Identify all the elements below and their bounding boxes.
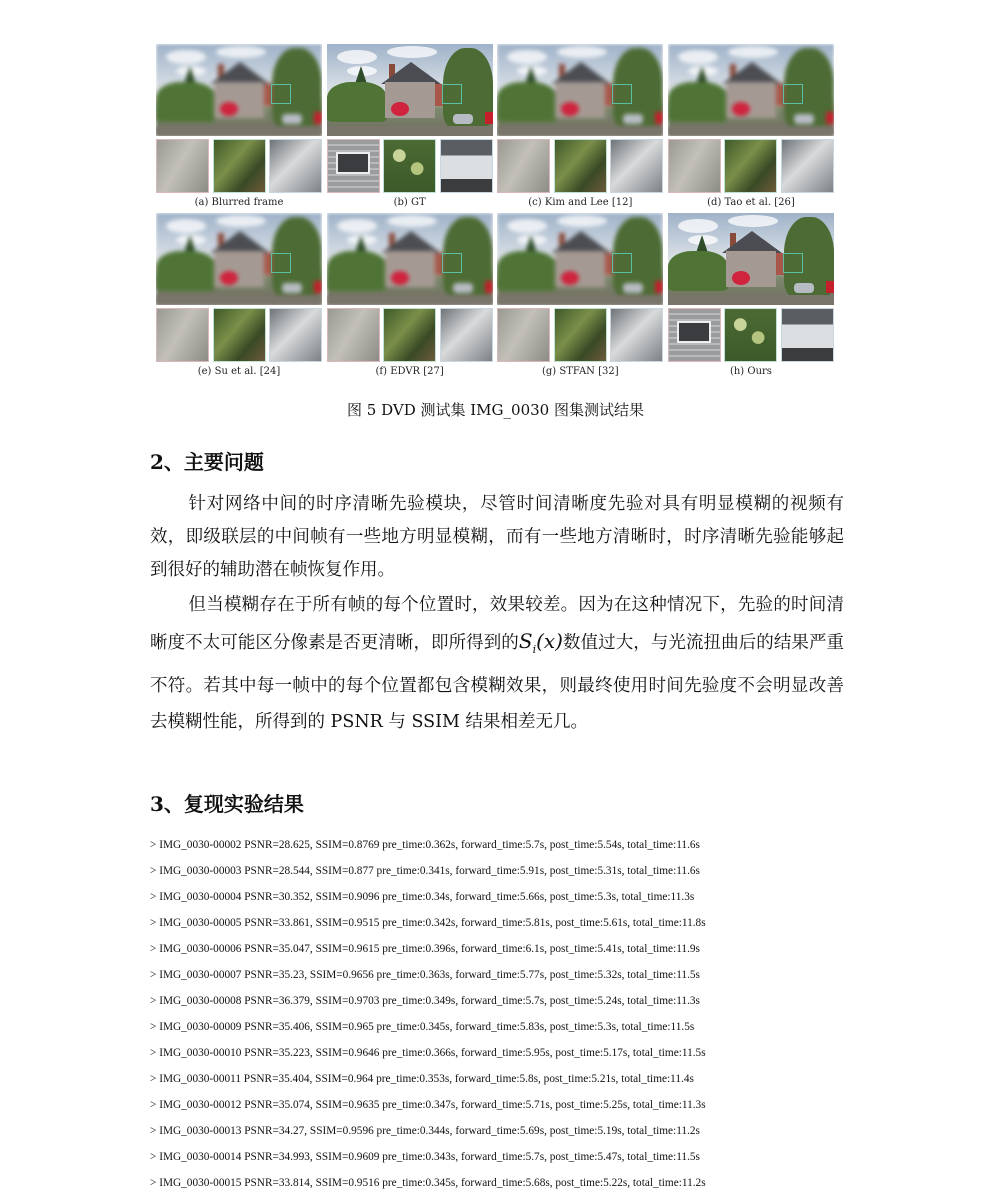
crop-window <box>668 139 721 193</box>
log-line: > IMG_0030-00007 PSNR=35.23, SSIM=0.9656 pre_time:0.363s, forward_time:5.77s, post_time:5.32s, total_time:11.5s <box>150 969 700 981</box>
scene-image <box>156 213 322 305</box>
figure-panel <box>327 44 493 210</box>
figure-panel <box>668 213 834 379</box>
figure-title: 图 5 DVD 测试集 IMG_0030 图集测试结果 <box>347 401 644 419</box>
scene-image <box>497 44 663 136</box>
log-line: > IMG_0030-00004 PSNR=30.352, SSIM=0.9096 pre_time:0.34s, forward_time:5.66s, post_time:5.3s, total_time:11.3s <box>150 891 695 903</box>
scene-image <box>327 213 493 305</box>
scene-image <box>668 213 834 305</box>
figure-row <box>156 213 834 379</box>
panel-caption: (a) Blurred frame <box>194 197 284 208</box>
figure-panel <box>156 213 322 379</box>
log-line: > IMG_0030-00008 PSNR=36.379, SSIM=0.9703 pre_time:0.349s, forward_time:5.7s, post_time:5.24s, total_time:11.3s <box>150 995 700 1007</box>
crop-window <box>497 308 550 362</box>
crop-foliage <box>554 139 607 193</box>
scene-image <box>668 44 834 136</box>
log-line: > IMG_0030-00009 PSNR=35.406, SSIM=0.965 pre_time:0.345s, forward_time:5.83s, post_time:5.3s, total_time:11.5s <box>150 1021 695 1033</box>
log-line: > IMG_0030-00010 PSNR=35.223, SSIM=0.9646 pre_time:0.366s, forward_time:5.95s, post_time:5.17s, total_time:11.5s <box>150 1047 706 1059</box>
log-line: > IMG_0030-00003 PSNR=28.544, SSIM=0.877 pre_time:0.341s, forward_time:5.91s, post_time:5.31s, total_time:11.6s <box>150 865 700 877</box>
section-2-paragraph-2 <box>150 587 844 740</box>
panel-caption: (e) Su et al. [24] <box>197 366 281 377</box>
crop-foliage <box>213 139 266 193</box>
panel-caption: (d) Tao et al. [26] <box>707 197 795 208</box>
crop-foliage <box>724 139 777 193</box>
scene-image <box>497 213 663 305</box>
crop-foliage <box>724 308 777 362</box>
crop-car <box>781 139 834 193</box>
experiment-log <box>150 832 850 1196</box>
crop-car <box>269 308 322 362</box>
figure-panel <box>497 44 663 210</box>
panel-caption: (f) EDVR [27] <box>375 366 444 377</box>
section-3-heading: 3、复现实验结果 <box>150 792 304 816</box>
panel-caption: (g) STFAN [32] <box>541 366 619 377</box>
scene-image <box>156 44 322 136</box>
figure-panel <box>327 213 493 379</box>
crop-car <box>610 308 663 362</box>
paragraph-2-text-after: 数值过大，与光流扭曲后的结果严重不符。若其中每一帧中的每个位置都包含模糊效果，则最终使用时间先验度不会明显改善去模糊性能，所得到的 PSNR 与 SSIM 结果相差无几。 <box>150 633 845 732</box>
log-line: > IMG_0030-00002 PSNR=28.625, SSIM=0.8769 pre_time:0.362s, forward_time:5.7s, post_time:5.54s, total_time:11.6s <box>150 839 700 851</box>
panel-caption: (b) GT <box>393 197 426 208</box>
log-line: > IMG_0030-00012 PSNR=35.074, SSIM=0.9635 pre_time:0.347s, forward_time:5.71s, post_time:5.25s, total_time:11.3s <box>150 1099 706 1111</box>
section-2-paragraph-1: 针对网络中间的时序清晰先验模块，尽管时间清晰度先验对具有明显模糊的视频有效，即级联层的中间帧有一些地方明显模糊，而有一些地方清晰时，时序清晰先验能够起到很好的辅助潜在帧恢复作用。 <box>150 494 844 580</box>
crop-car <box>781 308 834 362</box>
crop-window <box>668 308 721 362</box>
math-si-x: $S_i(x)$ <box>518 629 563 656</box>
crop-car <box>440 139 493 193</box>
log-line: > IMG_0030-00014 PSNR=34.993, SSIM=0.9609 pre_time:0.343s, forward_time:5.7s, post_time:5.47s, total_time:11.5s <box>150 1151 700 1163</box>
figure-panel <box>497 213 663 379</box>
crop-car <box>440 308 493 362</box>
figure-panel <box>668 44 834 210</box>
crop-foliage <box>554 308 607 362</box>
comparison-figure <box>156 44 834 379</box>
figure-panel <box>156 44 322 210</box>
log-line: > IMG_0030-00013 PSNR=34.27, SSIM=0.9596 pre_time:0.344s, forward_time:5.69s, post_time:5.19s, total_time:11.2s <box>150 1125 700 1137</box>
log-line: > IMG_0030-00006 PSNR=35.047, SSIM=0.9615 pre_time:0.396s, forward_time:6.1s, post_time:5.41s, total_time:11.9s <box>150 943 700 955</box>
crop-foliage <box>383 139 436 193</box>
figure-row <box>156 44 834 210</box>
log-line: > IMG_0030-00015 PSNR=33.814, SSIM=0.9516 pre_time:0.345s, forward_time:5.68s, post_time:5.22s, total_time:11.2s <box>150 1177 706 1189</box>
crop-window <box>156 308 209 362</box>
crop-window <box>497 139 550 193</box>
crop-window <box>327 139 380 193</box>
section-2-heading: 2、主要问题 <box>150 450 264 474</box>
crop-window <box>327 308 380 362</box>
crop-car <box>610 139 663 193</box>
paragraph-2-text-before: 但当模糊存在于所有帧的每个位置时，效果较差。因为在这种情况下，先验的时间清晰度不太可能区分像素是否更清晰，即所得到的 <box>150 595 844 653</box>
crop-car <box>269 139 322 193</box>
log-line: > IMG_0030-00011 PSNR=35.404, SSIM=0.964 pre_time:0.353s, forward_time:5.8s, post_time:5.21s, total_time:11.4s <box>150 1073 694 1085</box>
crop-window <box>156 139 209 193</box>
log-line: > IMG_0030-00005 PSNR=33.861, SSIM=0.9515 pre_time:0.342s, forward_time:5.81s, post_time:5.61s, total_time:11.8s <box>150 917 706 929</box>
panel-caption: (c) Kim and Lee [12] <box>528 197 633 208</box>
panel-caption: (h) Ours <box>729 366 772 377</box>
crop-foliage <box>213 308 266 362</box>
scene-image <box>327 44 493 136</box>
crop-foliage <box>383 308 436 362</box>
